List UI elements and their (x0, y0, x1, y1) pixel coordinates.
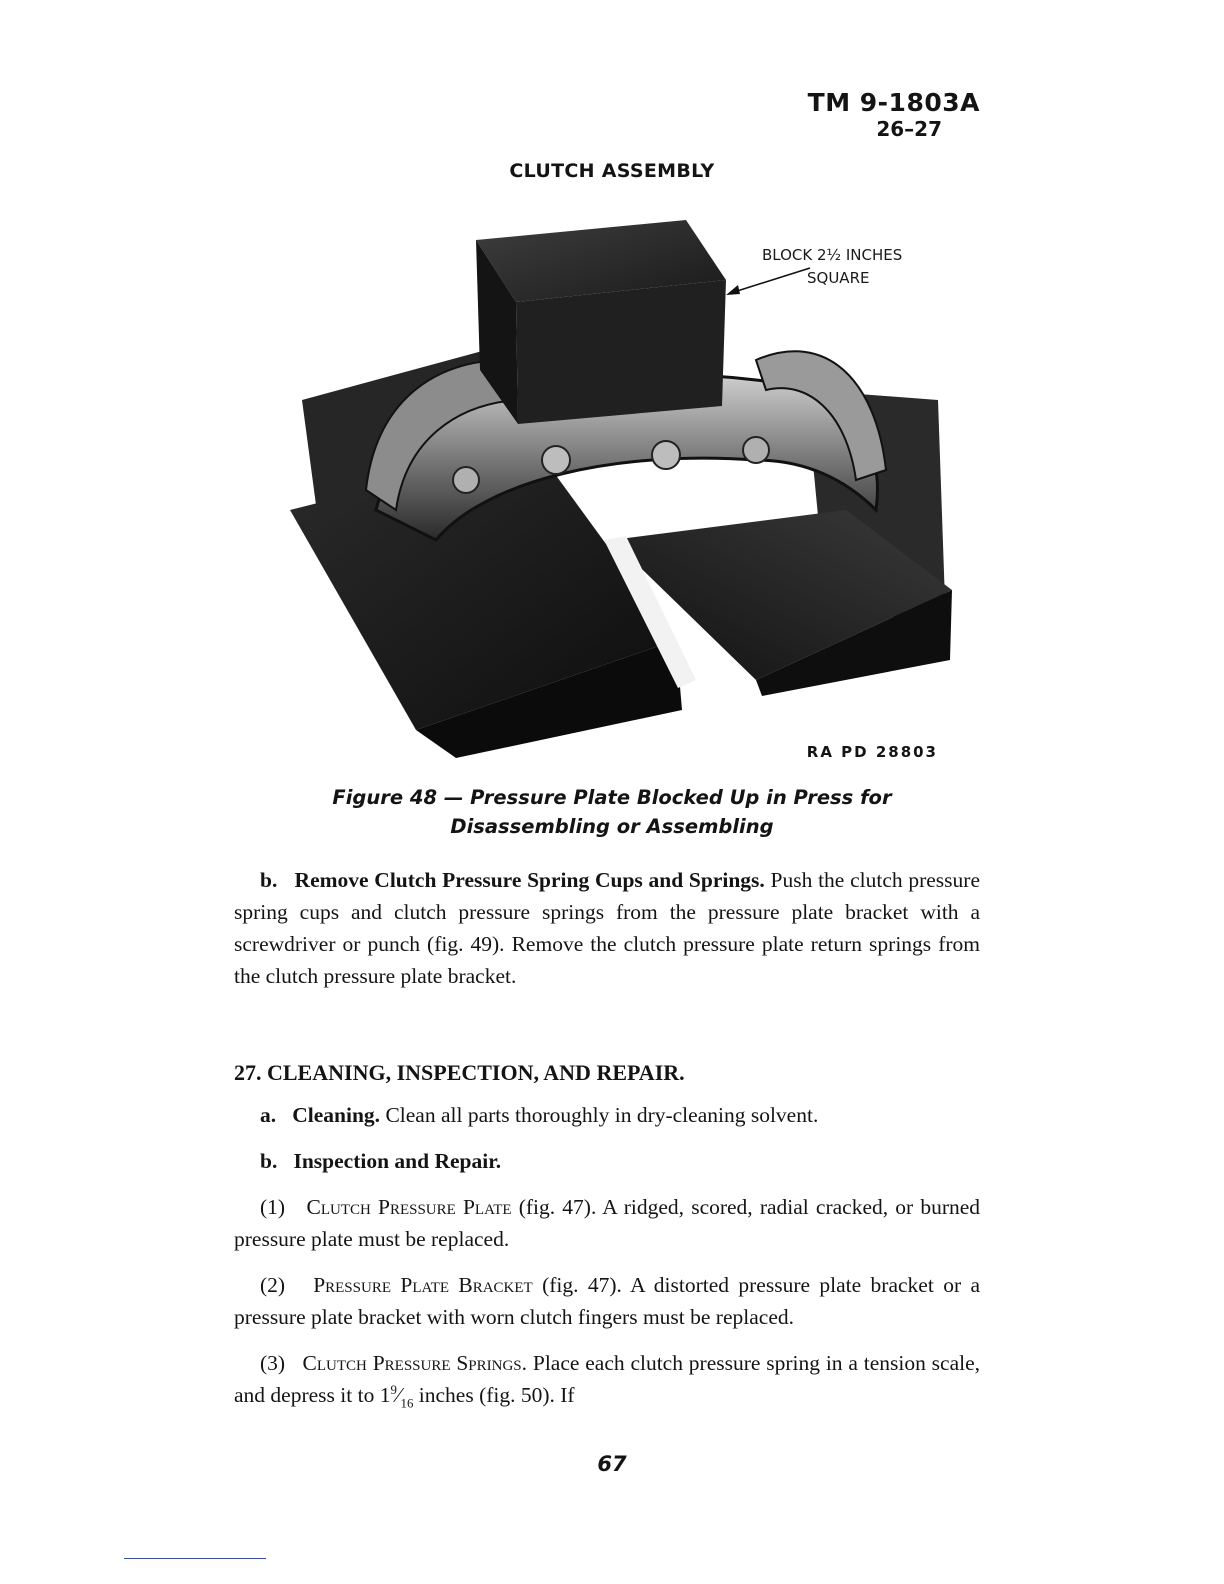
subitem-3-number: (3) (260, 1351, 286, 1375)
tm-number: TM 9-1803A (807, 88, 980, 117)
caption-line-1: Figure 48 — Pressure Plate Blocked Up in Press for (332, 786, 892, 809)
spring-cup (453, 467, 479, 493)
section-27 (234, 1057, 980, 1425)
callout-line-1: BLOCK 2½ INCHES (762, 246, 903, 264)
fraction-denominator: 16 (400, 1396, 414, 1411)
subitem-3-text-end: inches (fig. 50). If (413, 1383, 575, 1407)
subitem-3-text: Place each clutch pressure spring in a tension scale, and depress it to 1 (234, 1351, 981, 1407)
callout-arrow (724, 264, 814, 298)
para-label: b. (260, 868, 278, 892)
subitem-2-number: (2) (260, 1273, 286, 1297)
paragraph-range: 26–27 (876, 117, 942, 141)
square-block-front (516, 280, 726, 424)
page-number: 67 (597, 1452, 627, 1476)
subitem-2 (234, 1269, 980, 1333)
spring-cup (743, 437, 769, 463)
item-a-text: Clean all parts thoroughly in dry-cleaning solvent. (385, 1103, 819, 1127)
fraction-numerator: 9 (390, 1382, 397, 1397)
section-27-heading: 27. CLEANING, INSPECTION, AND REPAIR. (234, 1060, 685, 1085)
paragraph-26b (234, 864, 980, 1006)
item-b-heading: Inspection and Repair. (293, 1149, 502, 1173)
spring-cup (652, 441, 680, 469)
item-b-label: b. (260, 1149, 278, 1173)
subitem-2-title: Pressure Plate Bracket (313, 1273, 533, 1297)
item-a-heading: Cleaning. (292, 1103, 381, 1127)
document-header (808, 90, 980, 139)
figure-caption (0, 783, 1224, 841)
subitem-1 (234, 1191, 980, 1255)
caption-line-2: Disassembling or Assembling (450, 815, 774, 838)
pressure-plate-photo (286, 210, 954, 770)
item-a-label: a. (260, 1103, 277, 1127)
subitem-1-title: Clutch Pressure Plate (306, 1195, 512, 1219)
subitem-1-number: (1) (260, 1195, 286, 1219)
para-text: Push the clutch pressure spring cups and clutch pressure springs from the pressure plate bracket with a screwdriver or punch (fig. 49). Remove the clutch pressure plate return springs from the clutch pressure plate bracket. (234, 868, 980, 988)
callout-line-2: SQUARE (807, 269, 870, 287)
section-title: CLUTCH ASSEMBLY (509, 160, 715, 182)
subitem-3: (3) Clutch Pressure Springs. Place each clutch pressure spring in a tension scale, and depress it to $1^9⁄_{16}$ inches (fig. 50). If (234, 1351, 981, 1411)
subitem-2-text: (fig. 47). A distorted pressure plate bracket or a pressure plate bracket with worn clutch fingers must be replaced. (234, 1273, 981, 1329)
footer-rule (124, 1558, 266, 1559)
spring-cup (542, 446, 570, 474)
negative-number: RA PD 28803 (806, 743, 938, 761)
para-heading: Remove Clutch Pressure Spring Cups and Springs. (294, 868, 765, 892)
subitem-3-title: Clutch Pressure Springs. (302, 1351, 528, 1375)
subitem-1-text: (fig. 47). A ridged, scored, radial cracked, or burned pressure plate must be replaced. (234, 1195, 981, 1251)
